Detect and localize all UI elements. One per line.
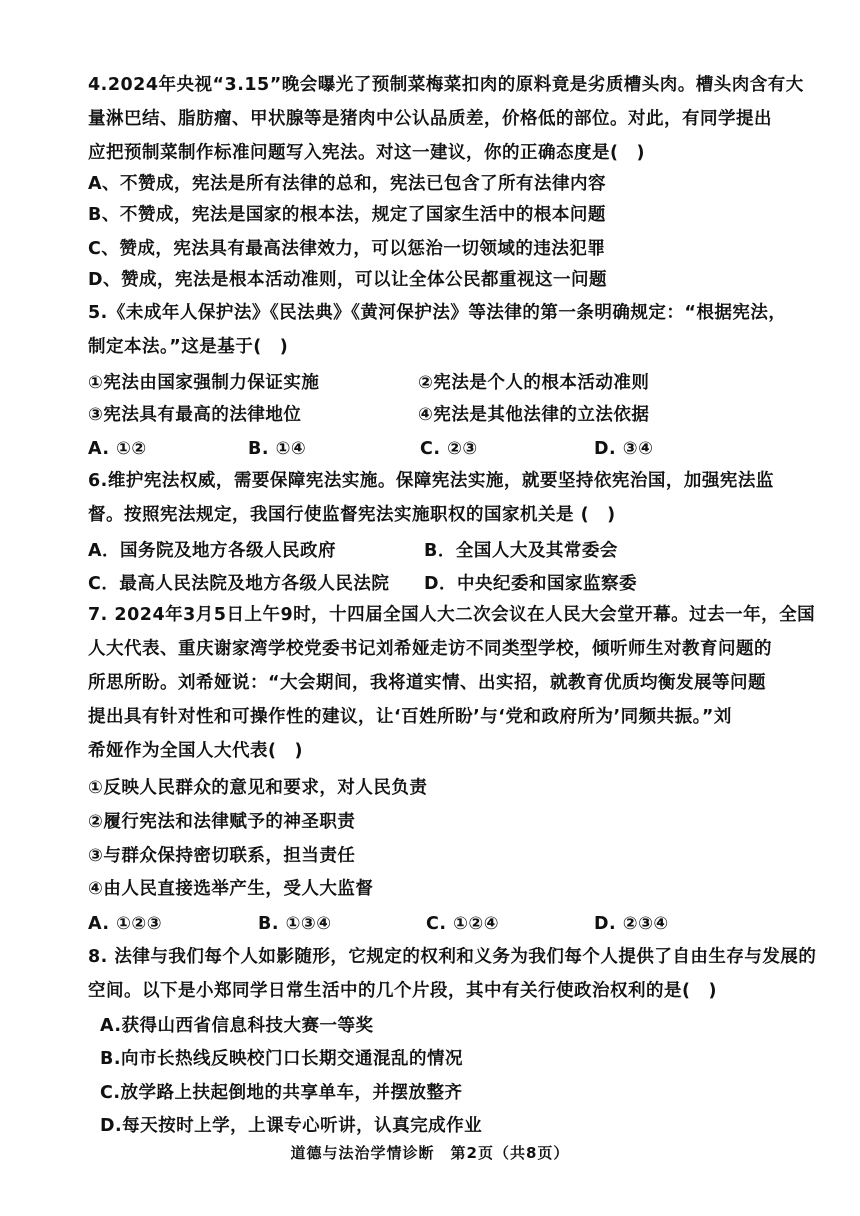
question-4-option-a: A、不赞成，宪法是所有法律的总和，宪法已包含了所有法律内容	[88, 174, 607, 194]
question-6-option-c: C．最高人民法院及地方各级人民法院	[88, 574, 390, 594]
question-8-option-a: A.获得山西省信息科技大赛一等奖	[100, 1016, 374, 1036]
question-6-stem-line: 6.维护宪法权威，需要保障宪法实施。保障宪法实施，就要坚持依宪治国，加强宪法监	[88, 471, 774, 491]
question-6-option-b: B．全国人大及其常委会	[424, 541, 618, 561]
question-5-choice-d: D. ③④	[594, 439, 654, 459]
question-7-stem-line: 7. 2024年3月5日上午9时，十四届全国人大二次会议在人民大会堂开幕。过去一年，全国	[88, 605, 816, 625]
question-7-stem-line: 所思所盼。刘希娅说：“大会期间，我将道实情、出实招，就教育优质均衡发展等问题	[88, 673, 766, 693]
question-4-stem-line: 4.2024年央视“3.15”晚会曝光了预制菜梅菜扣肉的原料竟是劣质槽头肉。槽头肉含有大	[88, 75, 804, 95]
question-7-choice-b: B. ①③④	[258, 914, 332, 934]
question-6-option-a: A．国务院及地方各级人民政府	[88, 541, 337, 561]
question-8-stem	[88, 940, 817, 1008]
question-4-option-b: B、不赞成，宪法是国家的根本法，规定了国家生活中的根本问题	[88, 205, 606, 225]
question-7-statement-4: ④由人民直接选举产生，受人大监督	[88, 879, 374, 899]
question-5-stem-line: 制定本法。”这是基于( )	[88, 337, 289, 357]
question-4-option-d: D、赞成，宪法是根本活动准则，可以让全体公民都重视这一问题	[88, 270, 608, 290]
question-6-option-d: D．中央纪委和国家监察委	[424, 574, 638, 594]
question-8-option-d: D.每天按时上学，上课专心听讲，认真完成作业	[100, 1116, 483, 1136]
question-7-choice-c: C. ①②④	[426, 914, 500, 934]
question-5-statement-2: ②宪法是个人的根本活动准则	[418, 373, 650, 393]
question-7-statement-3: ③与群众保持密切联系，担当责任	[88, 846, 356, 866]
question-7-stem-line: 希娅作为全国人大代表( )	[88, 741, 303, 761]
question-4-option-c: C、赞成，宪法具有最高法律效力，可以惩治一切领域的违法犯罪	[88, 239, 606, 259]
question-5-statement-3: ③宪法具有最高的法律地位	[88, 405, 302, 425]
question-8-stem-line: 8. 法律与我们每个人如影随形，它规定的权利和义务为我们每个人提供了自由生存与发展的	[88, 947, 817, 967]
question-5-stem	[88, 296, 787, 364]
question-7-choice-d: D. ②③④	[594, 914, 669, 934]
question-7-statement-2: ②履行宪法和法律赋予的神圣职责	[88, 812, 356, 832]
question-5-choice-c: C. ②③	[420, 439, 478, 459]
question-6-stem	[88, 464, 778, 532]
question-7-choice-a: A. ①②③	[88, 914, 163, 934]
question-7-stem	[88, 598, 816, 768]
question-8-option-c: C.放学路上扶起倒地的共享单车，并摆放整齐	[100, 1083, 463, 1103]
question-7-stem-line: 人大代表、重庆谢家湾学校党委书记刘希娅走访不同类型学校，倾听师生对教育问题的	[88, 639, 772, 659]
question-5-choice-a: A. ①②	[88, 439, 147, 459]
question-8-stem-line: 空间。以下是小郑同学日常生活中的几个片段，其中有关行使政治权利的是( )	[88, 981, 717, 1001]
question-5-choice-b: B. ①④	[248, 439, 307, 459]
page-footer: 道德与法治学情诊断 第2页（共8页）	[290, 1144, 570, 1162]
question-4-stem	[88, 68, 804, 170]
question-7-stem-line: 提出具有针对性和可操作性的建议，让‘百姓所盼’与‘党和政府所为’同频共振。”刘	[88, 707, 732, 727]
question-6-stem-line: 督。按照宪法规定，我国行使监督宪法实施职权的国家机关是 ( )	[88, 505, 616, 525]
question-4-stem-line: 量淋巴结、脂肪瘤、甲状腺等是猪肉中公认品质差，价格低的部位。对此，有同学提出	[88, 109, 772, 129]
question-7-statement-1: ①反映人民群众的意见和要求，对人民负责	[88, 778, 428, 798]
question-8-option-b: B.向市长热线反映校门口长期交通混乱的情况	[100, 1049, 463, 1069]
question-5-stem-line: 5.《未成年人保护法》《民法典》《黄河保护法》等法律的第一条明确规定：“根据宪法，	[88, 303, 787, 323]
question-4-stem-line: 应把预制菜制作标准问题写入宪法。对这一建议，你的正确态度是( )	[88, 143, 645, 163]
question-5-statement-4: ④宪法是其他法律的立法依据	[418, 405, 650, 425]
question-5-statement-1: ①宪法由国家强制力保证实施	[88, 373, 320, 393]
